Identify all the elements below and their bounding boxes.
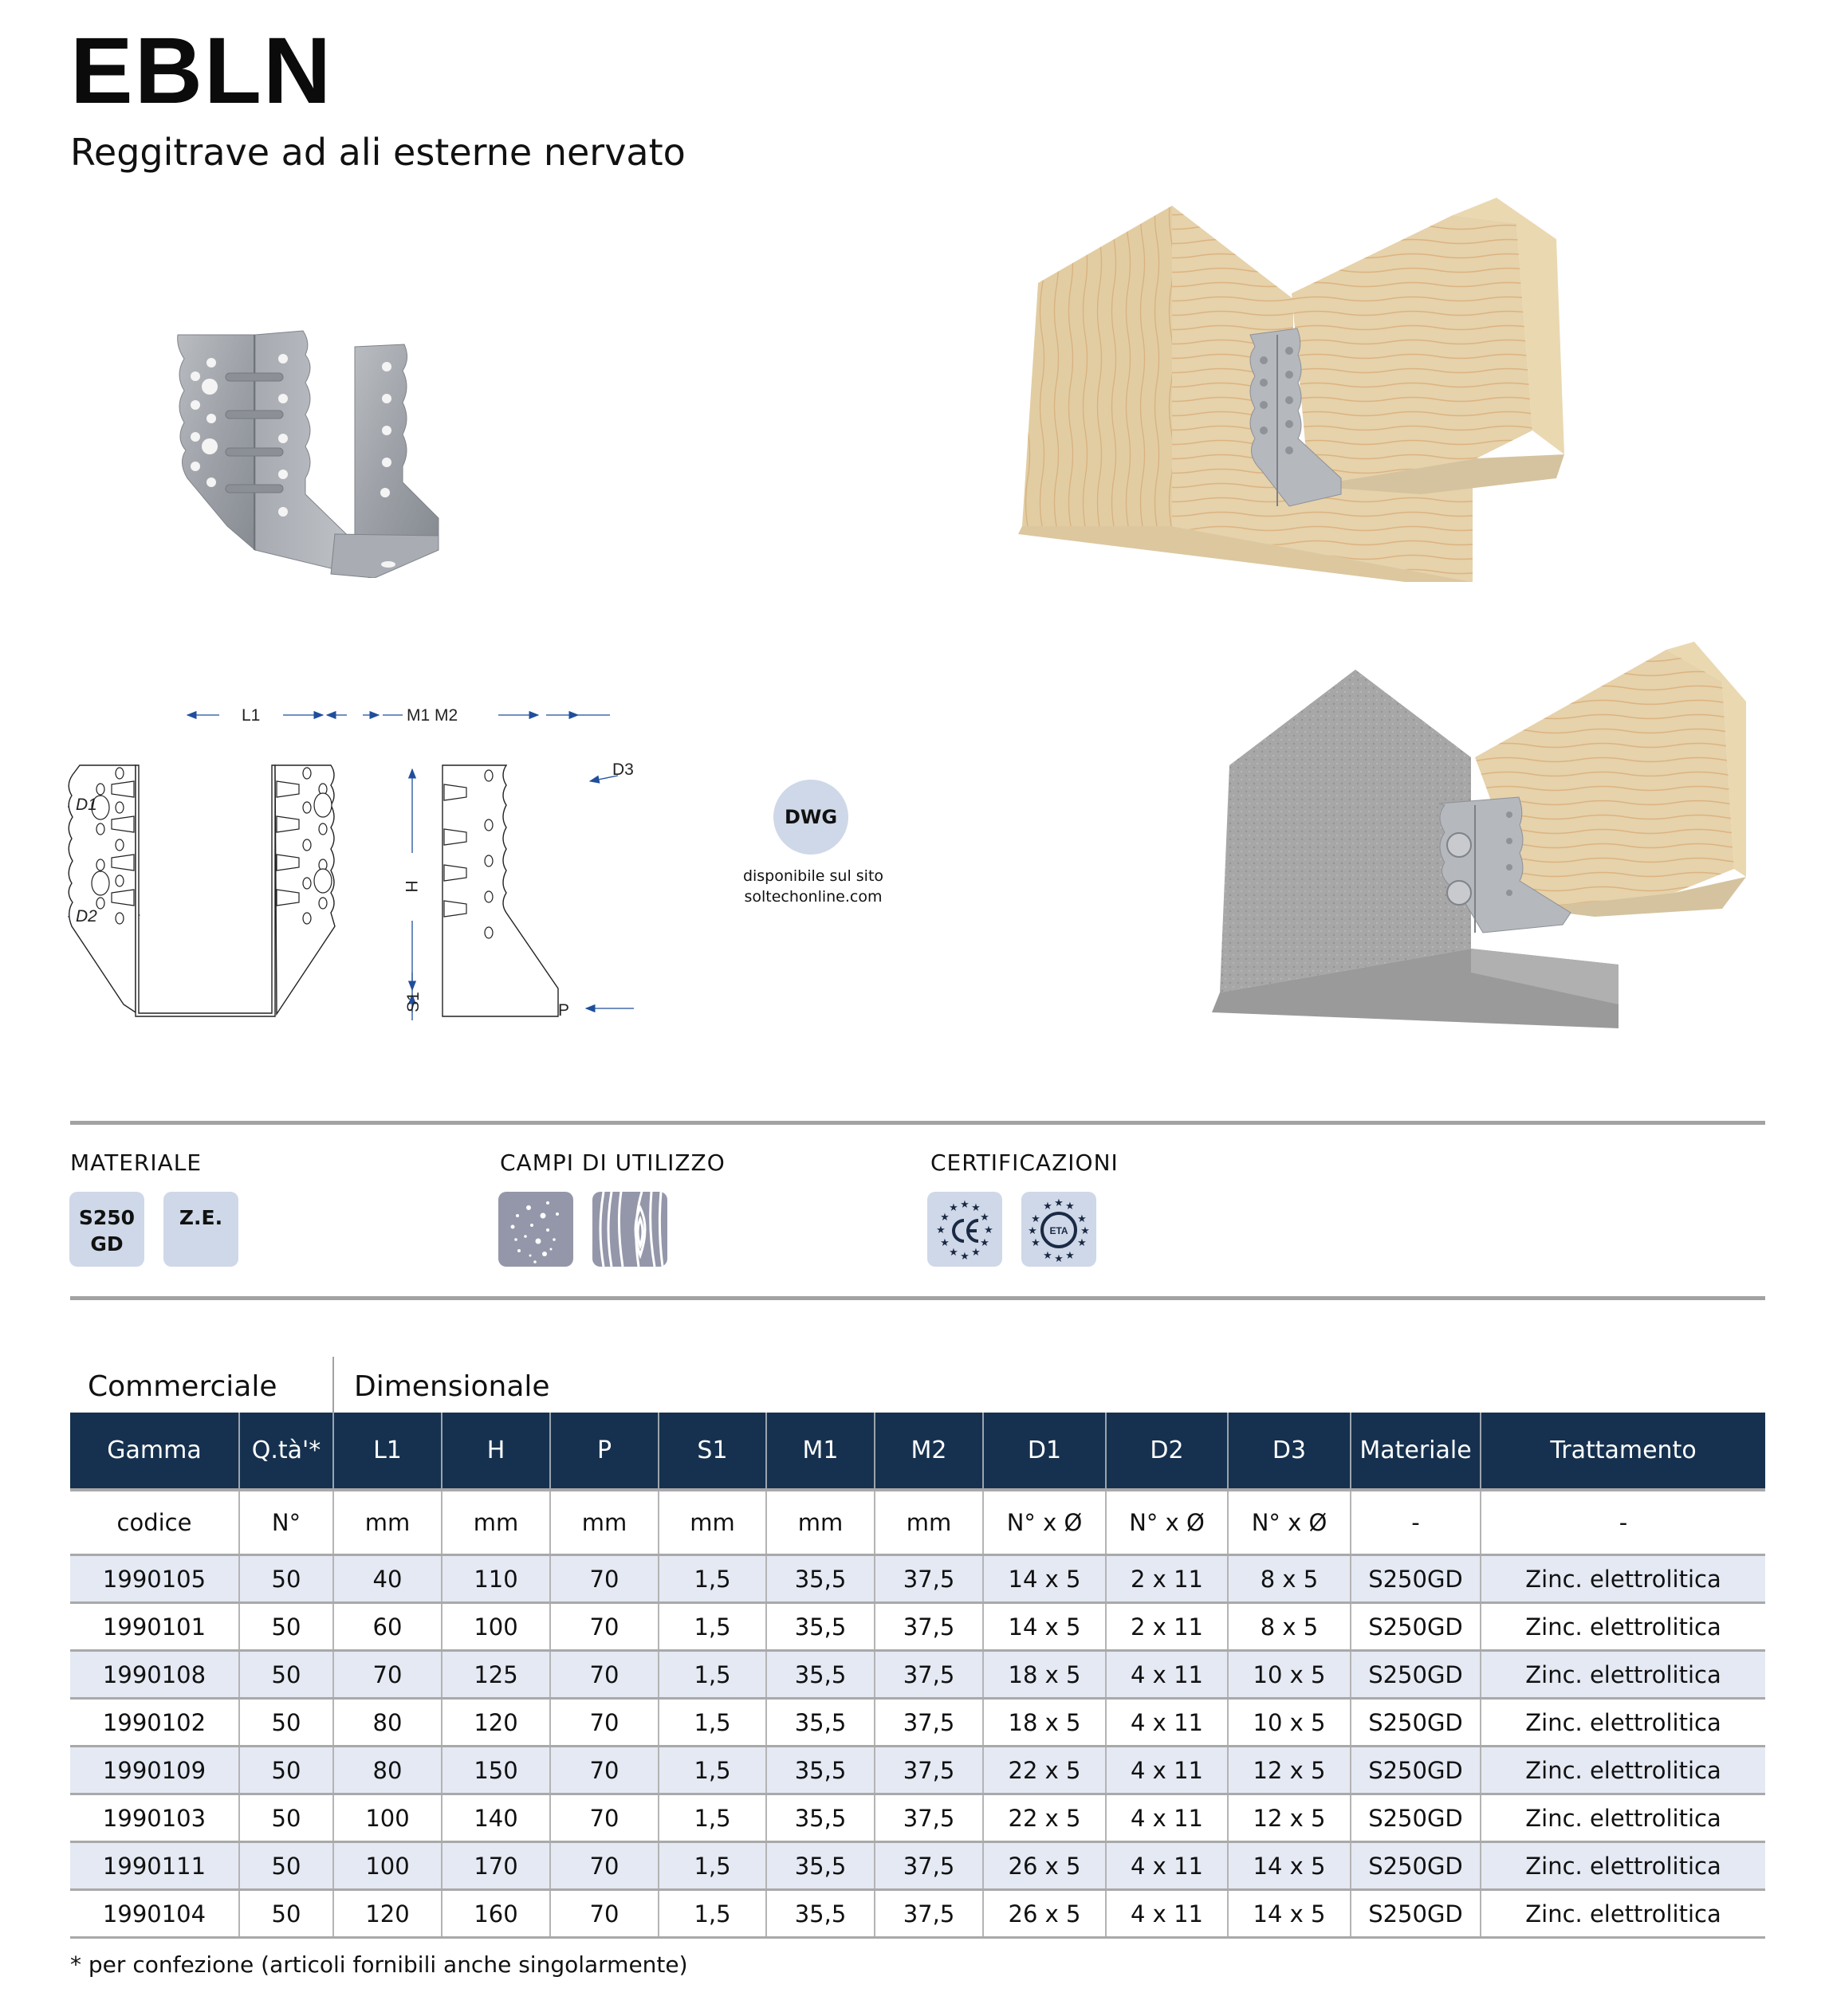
bracket-photo [171,311,442,578]
table-cell: 35,5 [766,1842,875,1890]
dim-label-d2: D2 [76,907,97,925]
table-cell: 8 x 5 [1228,1603,1351,1651]
product-subtitle: Reggitrave ad ali esterne nervato [70,131,686,174]
svg-text:★: ★ [1054,1197,1064,1208]
column-header: Trattamento [1481,1413,1765,1490]
table-cell: S250GD [1351,1747,1481,1794]
dim-label-d3: D3 [612,760,634,779]
table-cell: 37,5 [875,1890,983,1938]
table-cell: Zinc. elettrolitica [1481,1555,1765,1603]
table-cell: 18 x 5 [983,1699,1106,1747]
wood-installation-photo [1006,191,1572,582]
table-cell: S250GD [1351,1842,1481,1890]
table-cell: Zinc. elettrolitica [1481,1699,1765,1747]
svg-text:★: ★ [949,1246,958,1258]
table-cell: S250GD [1351,1603,1481,1651]
svg-text:★: ★ [971,1246,981,1258]
table-cell: 37,5 [875,1794,983,1842]
table-cell: 35,5 [766,1603,875,1651]
wood-icon [592,1192,667,1267]
table-cell: 150 [442,1747,550,1794]
table-cell: 37,5 [875,1842,983,1890]
table-cell: 70 [550,1794,659,1842]
table-cell: 4 x 11 [1106,1747,1228,1794]
svg-text:★: ★ [1077,1212,1087,1224]
column-header: D3 [1228,1413,1351,1490]
column-header: Materiale [1351,1413,1481,1490]
group-divider [332,1357,334,1413]
unit-cell: mm [550,1490,659,1555]
table-cell: 1990103 [70,1794,239,1842]
table-cell: 1990101 [70,1603,239,1651]
svg-text:★: ★ [1080,1224,1090,1236]
table-cell: 120 [442,1699,550,1747]
table-cell: 2 x 11 [1106,1603,1228,1651]
table-cell: 70 [550,1747,659,1794]
svg-text:★: ★ [940,1236,950,1248]
table-row [70,1603,1765,1651]
table-cell: 12 x 5 [1228,1794,1351,1842]
dim-label-m1m2: M1 M2 [407,706,458,725]
table-cell: 35,5 [766,1651,875,1699]
unit-cell: - [1351,1490,1481,1555]
table-header-row [70,1413,1765,1490]
table-footnote: * per confezione (articoli fornibili anche singolarmente) [70,1951,688,1978]
table-cell: 26 x 5 [983,1842,1106,1890]
unit-cell: mm [875,1490,983,1555]
table-cell: 50 [239,1842,333,1890]
table-cell: Zinc. elettrolitica [1481,1603,1765,1651]
table-cell: 60 [333,1603,442,1651]
table-cell: 1990105 [70,1555,239,1603]
concrete-icon [498,1192,573,1267]
unit-cell: N° x Ø [1228,1490,1351,1555]
table-cell: 12 x 5 [1228,1747,1351,1794]
table-cell: 50 [239,1699,333,1747]
dwg-note-line1: disponibile sul sito [742,867,884,885]
dwg-note [722,866,905,907]
svg-text:★: ★ [1043,1249,1052,1261]
table-cell: 100 [333,1842,442,1890]
column-header: P [550,1413,659,1490]
column-header: Gamma [70,1413,239,1490]
spec-table [70,1413,1765,1939]
table-cell: 14 x 5 [1228,1842,1351,1890]
table-cell: 1,5 [659,1842,766,1890]
column-header: M1 [766,1413,875,1490]
unit-cell: mm [659,1490,766,1555]
table-cell: 70 [333,1651,442,1699]
column-header: D2 [1106,1413,1228,1490]
table-cell: 14 x 5 [983,1555,1106,1603]
svg-text:★: ★ [960,1250,970,1262]
table-cell: 35,5 [766,1747,875,1794]
table-row [70,1842,1765,1890]
table-cell: 70 [550,1890,659,1938]
svg-text:★: ★ [1065,1200,1075,1212]
eta-mark-icon [1021,1192,1096,1267]
table-cell: 1990109 [70,1747,239,1794]
table-cell: 70 [550,1842,659,1890]
table-cell: 4 x 11 [1106,1651,1228,1699]
table-cell: 22 x 5 [983,1747,1106,1794]
table-cell: S250GD [1351,1651,1481,1699]
table-cell: 2 x 11 [1106,1555,1228,1603]
table-cell: Zinc. elettrolitica [1481,1651,1765,1699]
table-cell: 100 [442,1603,550,1651]
svg-text:★: ★ [971,1201,981,1213]
svg-text:★: ★ [1028,1224,1037,1236]
table-cell: 1990111 [70,1842,239,1890]
table-cell: 4 x 11 [1106,1699,1228,1747]
table-cell: 80 [333,1699,442,1747]
table-cell: 37,5 [875,1603,983,1651]
table-cell: 50 [239,1890,333,1938]
table-cell: 35,5 [766,1699,875,1747]
table-cell: 10 x 5 [1228,1699,1351,1747]
concrete-installation-photo [1196,638,1754,1036]
section-divider-bottom [70,1296,1765,1300]
table-cell: 37,5 [875,1555,983,1603]
table-cell: 4 x 11 [1106,1890,1228,1938]
table-cell: 40 [333,1555,442,1603]
table-cell: Zinc. elettrolitica [1481,1842,1765,1890]
material-badge-ze [163,1192,238,1267]
table-cell: 1990108 [70,1651,239,1699]
unit-cell: N° x Ø [983,1490,1106,1555]
svg-text:★: ★ [980,1211,989,1223]
column-header: L1 [333,1413,442,1490]
table-cell: 50 [239,1794,333,1842]
svg-text:★: ★ [1031,1212,1040,1224]
table-cell: 1990104 [70,1890,239,1938]
unit-cell: N° x Ø [1106,1490,1228,1555]
table-cell: 140 [442,1794,550,1842]
table-cell: S250GD [1351,1794,1481,1842]
column-header: M2 [875,1413,983,1490]
table-cell: 1,5 [659,1555,766,1603]
dim-label-l1: L1 [242,706,261,725]
table-cell: 170 [442,1842,550,1890]
table-cell: 70 [550,1555,659,1603]
table-row [70,1890,1765,1938]
table-cell: 37,5 [875,1699,983,1747]
svg-text:★: ★ [1031,1236,1040,1248]
table-row [70,1747,1765,1794]
column-header: H [442,1413,550,1490]
table-cell: 50 [239,1555,333,1603]
table-cell: 50 [239,1747,333,1794]
table-cell: 80 [333,1747,442,1794]
table-cell: 8 x 5 [1228,1555,1351,1603]
unit-cell: N° [239,1490,333,1555]
table-row [70,1794,1765,1842]
table-row [70,1555,1765,1603]
svg-text:ETA: ETA [1049,1225,1068,1236]
svg-text:★: ★ [960,1198,970,1210]
table-cell: 26 x 5 [983,1890,1106,1938]
materiale-label: MATERIALE [70,1149,203,1176]
table-cell: 125 [442,1651,550,1699]
technical-drawing [68,701,642,1020]
table-cell: S250GD [1351,1699,1481,1747]
column-header: S1 [659,1413,766,1490]
table-cell: 14 x 5 [983,1603,1106,1651]
table-cell: 70 [550,1603,659,1651]
table-cell: 1,5 [659,1747,766,1794]
campi-di-utilizzo-label: CAMPI DI UTILIZZO [500,1149,726,1176]
svg-text:★: ★ [1077,1236,1087,1248]
section-divider-top [70,1121,1765,1125]
table-cell: 1,5 [659,1651,766,1699]
unit-cell: - [1481,1490,1765,1555]
table-cell: S250GD [1351,1890,1481,1938]
table-cell: 110 [442,1555,550,1603]
units-row [70,1490,1765,1555]
table-cell: 160 [442,1890,550,1938]
table-cell: Zinc. elettrolitica [1481,1794,1765,1842]
table-cell: 1,5 [659,1699,766,1747]
dwg-website-link[interactable]: soltechonline.com [744,888,883,906]
table-cell: 100 [333,1794,442,1842]
table-cell: 37,5 [875,1651,983,1699]
svg-text:★: ★ [936,1224,946,1236]
table-cell: 4 x 11 [1106,1842,1228,1890]
table-cell: 1,5 [659,1603,766,1651]
certificazioni-label: CERTIFICAZIONI [930,1149,1119,1176]
table-cell: 22 x 5 [983,1794,1106,1842]
table-cell: 35,5 [766,1794,875,1842]
table-cell: 1990102 [70,1699,239,1747]
unit-cell: mm [766,1490,875,1555]
table-cell: 1,5 [659,1794,766,1842]
table-cell: S250GD [1351,1555,1481,1603]
table-cell: 14 x 5 [1228,1890,1351,1938]
table-cell: 1,5 [659,1890,766,1938]
column-header: Q.tà'* [239,1413,333,1490]
svg-text:★: ★ [984,1224,993,1236]
svg-text:★: ★ [949,1201,958,1213]
table-cell: 10 x 5 [1228,1651,1351,1699]
dim-label-h: H [402,880,420,893]
table-row [70,1651,1765,1699]
column-header: D1 [983,1413,1106,1490]
unit-cell: mm [442,1490,550,1555]
ce-mark-icon [927,1192,1002,1267]
table-cell: 50 [239,1603,333,1651]
table-cell: 50 [239,1651,333,1699]
svg-text:★: ★ [1065,1249,1075,1261]
svg-text:★: ★ [980,1236,989,1248]
table-row [70,1699,1765,1747]
table-cell: 18 x 5 [983,1651,1106,1699]
table-cell: 35,5 [766,1555,875,1603]
unit-cell: mm [333,1490,442,1555]
table-cell: 4 x 11 [1106,1794,1228,1842]
dim-label-p: P [557,1001,570,1020]
table-cell: Zinc. elettrolitica [1481,1747,1765,1794]
svg-text:★: ★ [1043,1200,1052,1212]
table-cell: 120 [333,1890,442,1938]
table-cell: 70 [550,1651,659,1699]
product-title: EBLN [70,18,333,124]
material-badge-s250gd-text: S250 GD [78,1206,136,1256]
svg-text:★: ★ [1054,1252,1064,1264]
group-label-dimensionale: Dimensionale [354,1370,550,1403]
dim-label-d1: D1 [76,796,97,814]
svg-text:★: ★ [940,1211,950,1223]
group-label-commerciale: Commerciale [88,1370,277,1403]
table-cell: Zinc. elettrolitica [1481,1890,1765,1938]
table-cell: 35,5 [766,1890,875,1938]
unit-cell: codice [70,1490,239,1555]
table-cell: 37,5 [875,1747,983,1794]
dwg-download-badge[interactable]: DWG [773,780,848,855]
material-badge-ze-text: Z.E. [179,1206,223,1229]
dim-label-s1: S1 [404,992,423,1012]
table-cell: 70 [550,1699,659,1747]
material-badge-s250gd [69,1192,144,1267]
